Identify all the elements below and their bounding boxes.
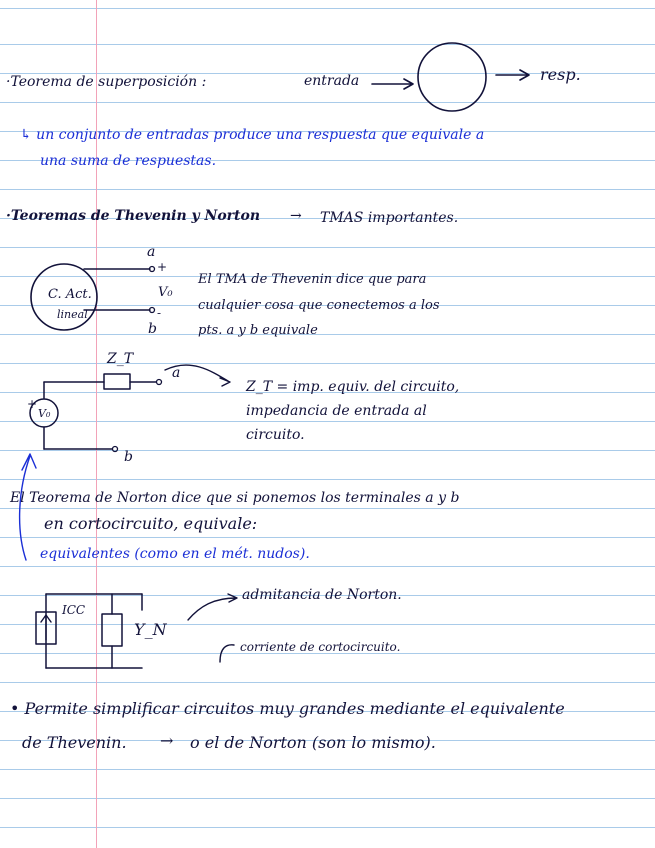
norton-text-line-1: El Teorema de Norton dice que si ponemos los terminales a y b — [10, 490, 460, 506]
source-plus-sign: + — [27, 397, 38, 411]
norton-text-line-3: equivalentes (como en el mét. nudos). — [40, 546, 310, 562]
current-note: corriente de cortocircuito. — [240, 640, 401, 654]
norton-text-line-2: en cortocircuito, equivale: — [44, 514, 258, 533]
conclusion-line-2-start: de Thevenin. — [22, 733, 127, 752]
admittance-arrow — [188, 594, 237, 620]
terminal-b-label: b — [148, 321, 157, 337]
output-label: resp. — [540, 65, 581, 84]
current-arrow — [220, 645, 234, 662]
zt-note-line-3: circuito. — [246, 427, 305, 443]
circuit-node-b-label: b — [124, 449, 133, 465]
admittance-label: Y_N — [134, 620, 167, 639]
active-circuit-label-1: C. Act. — [48, 287, 92, 302]
superposition-heading: ·Teorema de superposición : — [6, 74, 207, 90]
zt-note-line-1: Z_T = imp. equiv. del circuito, — [246, 379, 460, 395]
circuit-node-a-label: a — [172, 365, 181, 381]
heading-arrow: → — [290, 208, 302, 224]
heading-suffix: TMAS importantes. — [320, 210, 459, 226]
conclusion-line-2-end: o el de Norton (son lo mismo). — [190, 733, 436, 752]
voltage-label: V₀ — [158, 285, 173, 300]
impedance-label: Z_T — [107, 351, 134, 367]
terminal-a-label: a — [147, 244, 156, 260]
current-source-label: ICC — [62, 603, 86, 617]
thevenin-text-line-3: pts. a y b equivale — [198, 323, 318, 338]
superposition-note-line-1: ↳ un conjunto de entradas produce una respuesta que equivale a — [20, 127, 485, 143]
thevenin-text-line-2: cualquier cosa que conectemos a los — [198, 298, 440, 313]
conclusion-arrow: → — [160, 731, 174, 750]
source-voltage-label: V₀ — [38, 407, 51, 420]
conclusion-line-1: • Permite simplificar circuitos muy grandes mediante el equivalente — [10, 699, 565, 718]
current-source-arrow — [41, 615, 51, 640]
active-circuit-label-2: lineal — [57, 308, 88, 321]
admittance-box — [102, 614, 122, 646]
thevenin-text-line-1: El TMA de Thevenin dice que para — [198, 272, 427, 287]
thevenin-norton-heading: ·Teoremas de Thevenin y Norton — [6, 208, 261, 224]
input-label: entrada — [304, 73, 360, 89]
terminal-plus-sign: + — [157, 260, 168, 274]
terminal-minus-sign: - — [157, 306, 162, 320]
superposition-note-line-2: una suma de respuestas. — [40, 153, 217, 169]
zt-note-line-2: impedancia de entrada al — [246, 403, 427, 419]
admittance-note: admitancia de Norton. — [242, 587, 402, 603]
